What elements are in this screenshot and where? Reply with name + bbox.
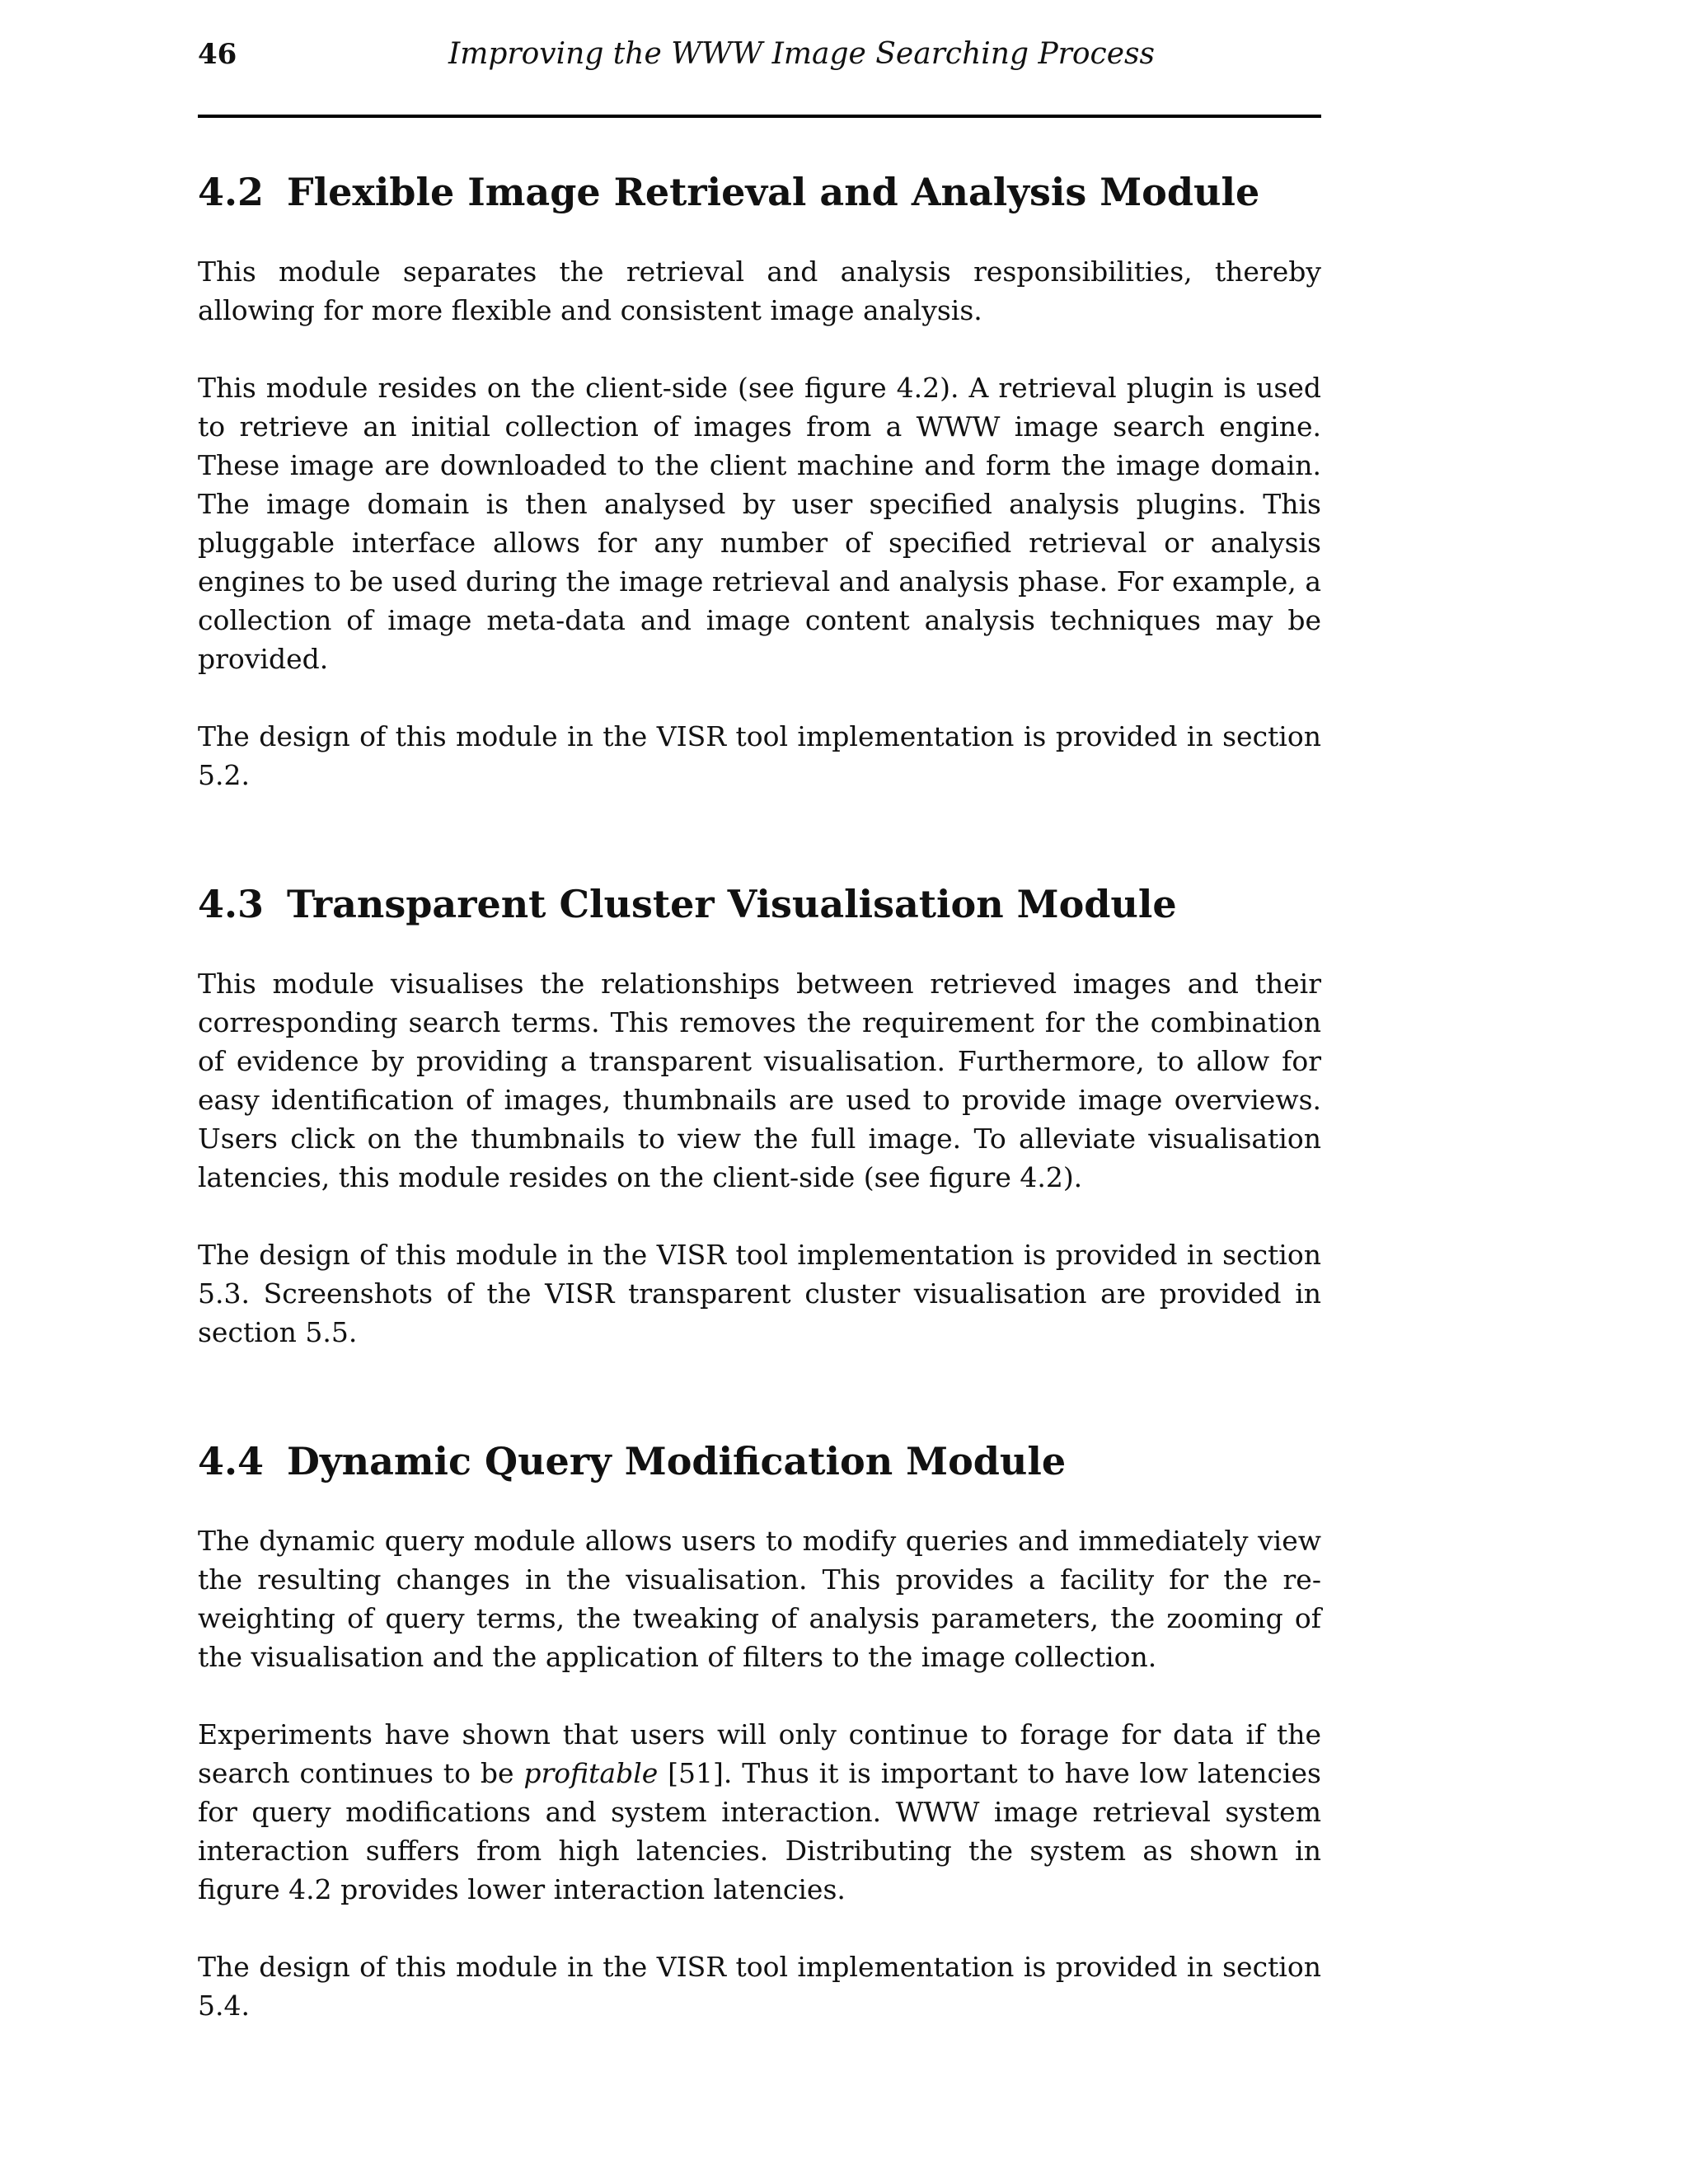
- body-paragraph: The design of this module in the VISR tool implementation is provided in section 5.4.: [198, 1951, 1321, 2022]
- section-number: 4.4: [198, 1439, 265, 1483]
- body-paragraph: [198, 1715, 1321, 1909]
- paragraph-text: [51]. Thus it is important to have low latencies for query modifications and system interaction. WWW image retrieval system interaction suffers from high latencies. Distributing the system as shown in figure 4.2 provides lower interaction latencies.: [198, 1757, 1321, 1905]
- section-title: Transparent Cluster Visualisation Module: [287, 882, 1177, 926]
- section-heading: [198, 874, 1321, 935]
- section-heading: [198, 162, 1321, 223]
- section-number: 4.3: [198, 882, 265, 926]
- section-number: 4.2: [198, 170, 265, 214]
- running-title: Improving the WWW Image Searching Process: [448, 37, 1155, 71]
- paragraph-text: Experiments have shown that users will only continue to forage for data if the search continues to be: [198, 1718, 1321, 1789]
- body-paragraph: This module resides on the client-side (see figure 4.2). A retrieval plugin is used to retrieve an initial collection of images from a WWW image search engine. These image are downloaded to the client machine and form the image domain. The image domain is then analysed by user specified analysis plugins. This pluggable interface allows for any number of specified retrieval or analysis engines to be used during the image retrieval and analysis phase. For example, a collection of image meta-data and image content analysis techniques may be provided.: [198, 372, 1321, 675]
- body-paragraph: This module visualises the relationships between retrieved images and their corresponding search terms. This removes the requirement for the combination of evidence by providing a transparent visualisation. Furthermore, to allow for easy identification of images, thumbnails are used to provide image overviews. Users click on the thumbnails to view the full image. To alleviate visualisation latencies, this module resides on the client-side (see figure 4.2).: [198, 968, 1321, 1193]
- body-paragraph: The dynamic query module allows users to modify queries and immediately view the resulting changes in the visualisation. This provides a facility for the re-weighting of query terms, the tweaking of analysis parameters, the zooming of the visualisation and the application of filters to the image collection.: [198, 1525, 1321, 1673]
- body-paragraph: The design of this module in the VISR tool implementation is provided in section 5.2.: [198, 720, 1321, 791]
- section-heading: [198, 1431, 1321, 1492]
- header-rule: [198, 115, 1321, 118]
- running-header: [198, 33, 1321, 76]
- section-title: Dynamic Query Modification Module: [287, 1439, 1067, 1483]
- body-paragraph: This module separates the retrieval and analysis responsibilities, thereby allowing for more flexible and consistent image analysis.: [198, 255, 1321, 326]
- page-body: [198, 162, 1321, 2025]
- emphasized-term: profitable: [523, 1757, 659, 1789]
- page-number: 46: [198, 38, 237, 71]
- section-title: Flexible Image Retrieval and Analysis Module: [287, 170, 1260, 214]
- body-paragraph: The design of this module in the VISR tool implementation is provided in section 5.3. Screenshots of the VISR transparent cluster visualisation are provided in section 5.5.: [198, 1239, 1321, 1348]
